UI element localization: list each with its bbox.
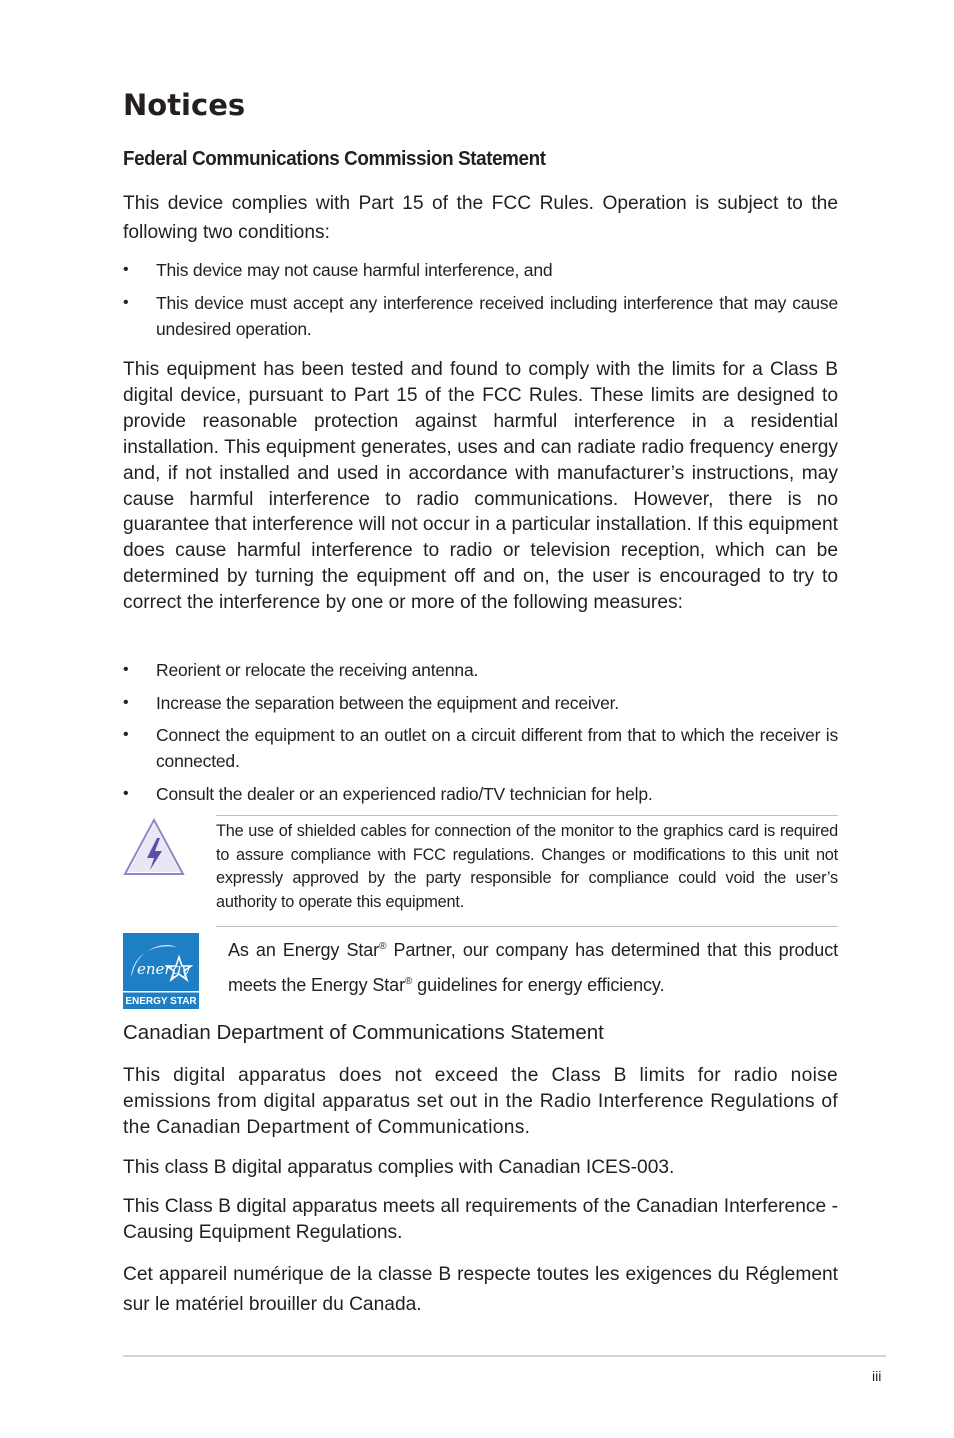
fcc-conditions-list	[123, 257, 838, 342]
list-item: • This device may not cause harmful interference, and	[123, 260, 553, 280]
warning-icon	[123, 818, 185, 878]
canada-paragraph: This digital apparatus does not exceed the Class B limits for radio noise emissions from digital apparatus set out in the Radio Interference Regulations of the Canadian Department of Communications.	[123, 1065, 838, 1138]
fcc-section-title: Federal Communications Commission Statement	[123, 148, 546, 170]
page-number: iii	[872, 1368, 882, 1384]
list-item: • Connect the equipment to an outlet on a circuit different from that to which the receiver is connected.	[123, 725, 838, 771]
list-item: • This device must accept any interference received including interference that may cause undesired operation.	[123, 293, 838, 339]
energy-star-logo-icon	[123, 933, 199, 1009]
divider	[216, 926, 838, 927]
page-title: Notices	[123, 88, 246, 122]
canada-paragraph: This Class B digital apparatus meets all requirements of the Canadian Interference - Causing Equipment Regulations.	[123, 1196, 838, 1243]
fcc-body: This equipment has been tested and found to comply with the limits for a Class B digital device, pursuant to Part 15 of the FCC Rules. These limits are designed to provide reasonable protection against harmful interference in a residential installation. This equipment generates, uses and can radiate radio frequency energy and, if not installed and used in accordance with manufacturer’s instructions, may cause harmful interference to radio communications. However, there is no guarantee that interference will not occur in a particular installation. If this equipment does cause harmful interference to radio or television reception, which can be determined by turning the equipment off and on, the user is encouraged to try to correct the interference by one or more of the following measures:	[123, 359, 838, 614]
fcc-measures-list	[123, 657, 838, 807]
warning-note: The use of shielded cables for connection of the monitor to the graphics card is required to assure compliance with FCC regulations. Changes or modifications to this unit not expressly approved by the party responsible for compliance could void the user’s authority to operate this equipment.	[216, 815, 838, 914]
list-item: • Increase the separation between the equipment and receiver.	[123, 693, 619, 713]
energy-star-statement: As an Energy Star® Partner, our company has determined that this product meets the Energy Star® guidelines for energy efficiency.	[228, 940, 839, 995]
canada-paragraph: Cet appareil numérique de la classe B respecte toutes les exigences du Réglement sur le matériel brouiller du Canada.	[123, 1264, 838, 1315]
footer-divider	[123, 1355, 886, 1357]
svg-text:energy: energy	[137, 960, 190, 978]
canada-section-title: Canadian Department of Communications Statement	[123, 1021, 604, 1044]
canada-paragraph: This class B digital apparatus complies with Canadian ICES-003.	[123, 1157, 675, 1178]
fcc-intro: This device complies with Part 15 of the FCC Rules. Operation is subject to the following two conditions:	[123, 193, 838, 243]
svg-text:ENERGY STAR: ENERGY STAR	[125, 996, 197, 1007]
list-item: • Consult the dealer or an experienced radio/TV technician for help.	[123, 784, 653, 804]
list-item: • Reorient or relocate the receiving antenna.	[123, 660, 479, 680]
